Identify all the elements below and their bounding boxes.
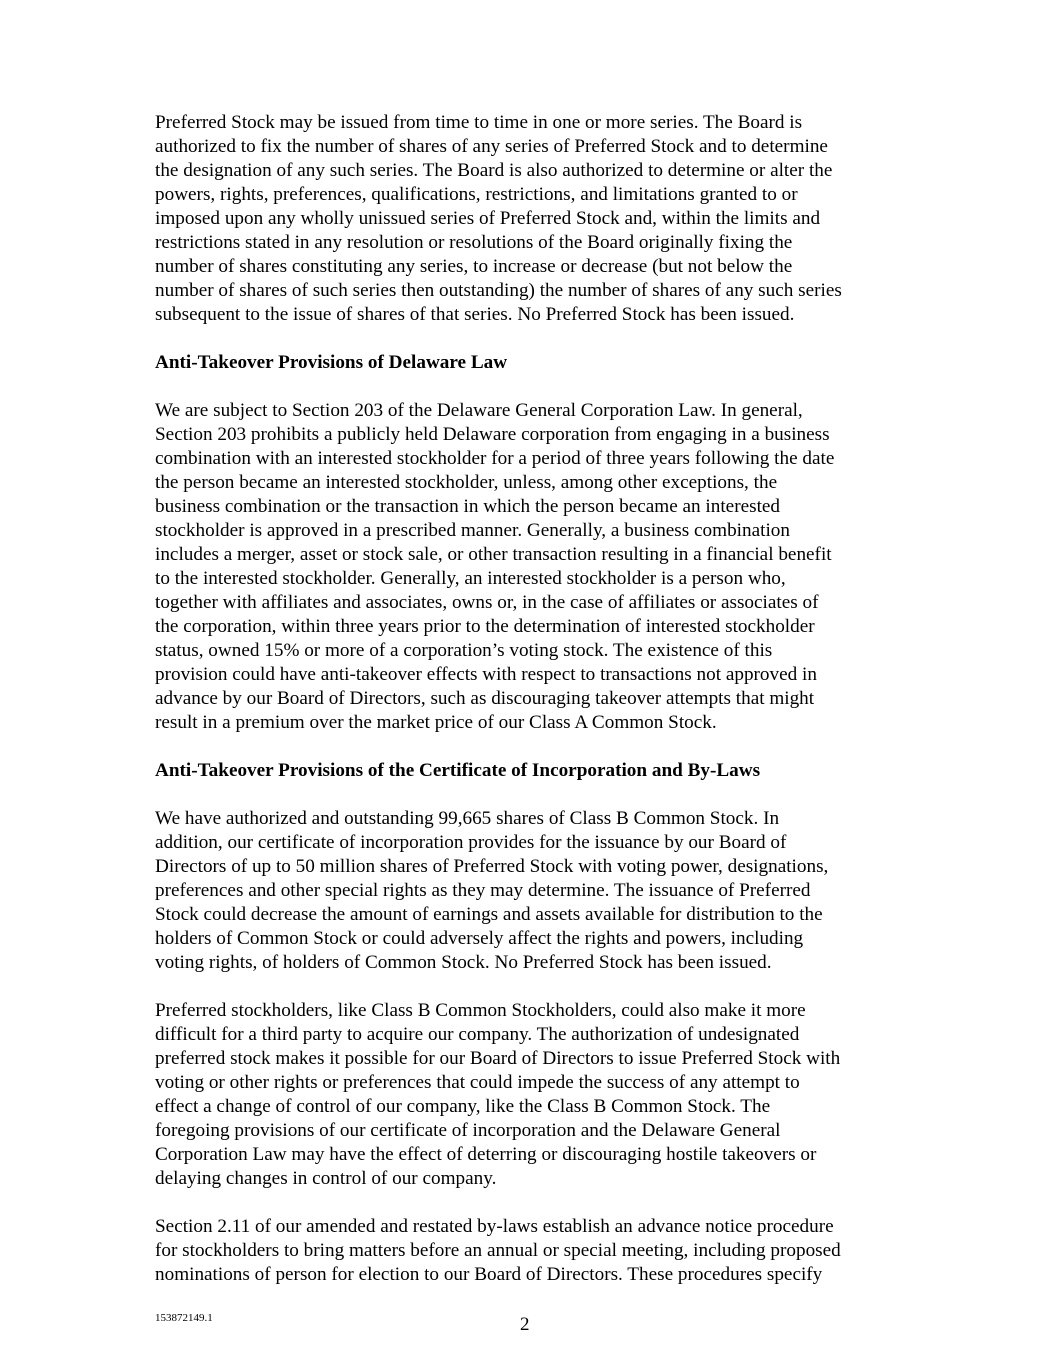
paragraph-class-b-stock: We have authorized and outstanding 99,665 shares of Class B Common Stock. In addition, our certificate of incorporation provides for the issuance by our Board of Directors of up to 50 million shares of Preferred Stock with voting power, designations, preferences and other special rights as they may determine. The issuance of Preferred Stock could decrease the amount of earnings and assets available for distribution to the holders of Common Stock or could adversely affect the rights and powers, including voting rights, of holders of Common Stock. No Preferred Stock has been issued. bbox=[155, 808, 829, 973]
page-number: 2 bbox=[520, 1314, 530, 1335]
paragraph-preferred-stockholders: Preferred stockholders, like Class B Common Stockholders, could also make it more difficult for a third party to acquire our company. The authorization of undesignated preferred stock makes it possible for our Board of Directors to issue Preferred Stock with voting or other rights or preferences that could impede the success of any attempt to effect a change of control of our company, like the Class B Common Stock. The foregoing provisions of our certificate of incorporation and the Delaware General Corporation Law may have the effect of deterring or discouraging hostile takeovers or delaying changes in control of our company. bbox=[155, 1000, 841, 1189]
section-heading-delaware-law: Anti-Takeover Provisions of Delaware Law bbox=[155, 352, 508, 373]
paragraph-preferred-stock-series: Preferred Stock may be issued from time to time in one or more series. The Board is authorized to fix the number of shares of any series of Preferred Stock and to determine the designation of any such series. The Board is also authorized to determine or alter the powers, rights, preferences, qualifications, restrictions, and limitations granted to or imposed upon any wholly unissued series of Preferred Stock and, within the limits and restrictions stated in any resolution or resolutions of the Board originally fixing the number of shares constituting any series, to increase or decrease (but not below the number of shares of such series then outstanding) the number of shares of any such series subsequent to the issue of shares of that series. No Preferred Stock has been issued. bbox=[155, 112, 842, 325]
section-heading-certificate-bylaws: Anti-Takeover Provisions of the Certificate of Incorporation and By-Laws bbox=[155, 760, 761, 781]
document-body bbox=[155, 111, 915, 1311]
paragraph-section-203: We are subject to Section 203 of the Delaware General Corporation Law. In general, Section 203 prohibits a publicly held Delaware corporation from engaging in a business combination with an interested stockholder for a period of three years following the date the person became an interested stockholder, unless, among other exceptions, the business combination or the transaction in which the person became an interested stockholder is approved in a prescribed manner. Generally, a business combination includes a merger, asset or stock sale, or other transaction resulting in a financial benefit to the interested stockholder. Generally, an interested stockholder is a person who, together with affiliates and associates, owns or, in the case of affiliates or associates of the corporation, within three years prior to the determination of interested stockholder status, owned 15% or more of a corporation’s voting stock. The existence of this provision could have anti-takeover effects with respect to transactions not approved in advance by our Board of Directors, such as discouraging takeover attempts that might result in a premium over the market price of our Class A Common Stock. bbox=[155, 400, 835, 733]
paragraph-section-2-11: Section 2.11 of our amended and restated by-laws establish an advance notice procedure for stockholders to bring matters before an annual or special meeting, including proposed nominations of person for election to our Board of Directors. These procedures specify bbox=[155, 1216, 841, 1285]
document-id: 153872149.1 bbox=[155, 1312, 213, 1324]
